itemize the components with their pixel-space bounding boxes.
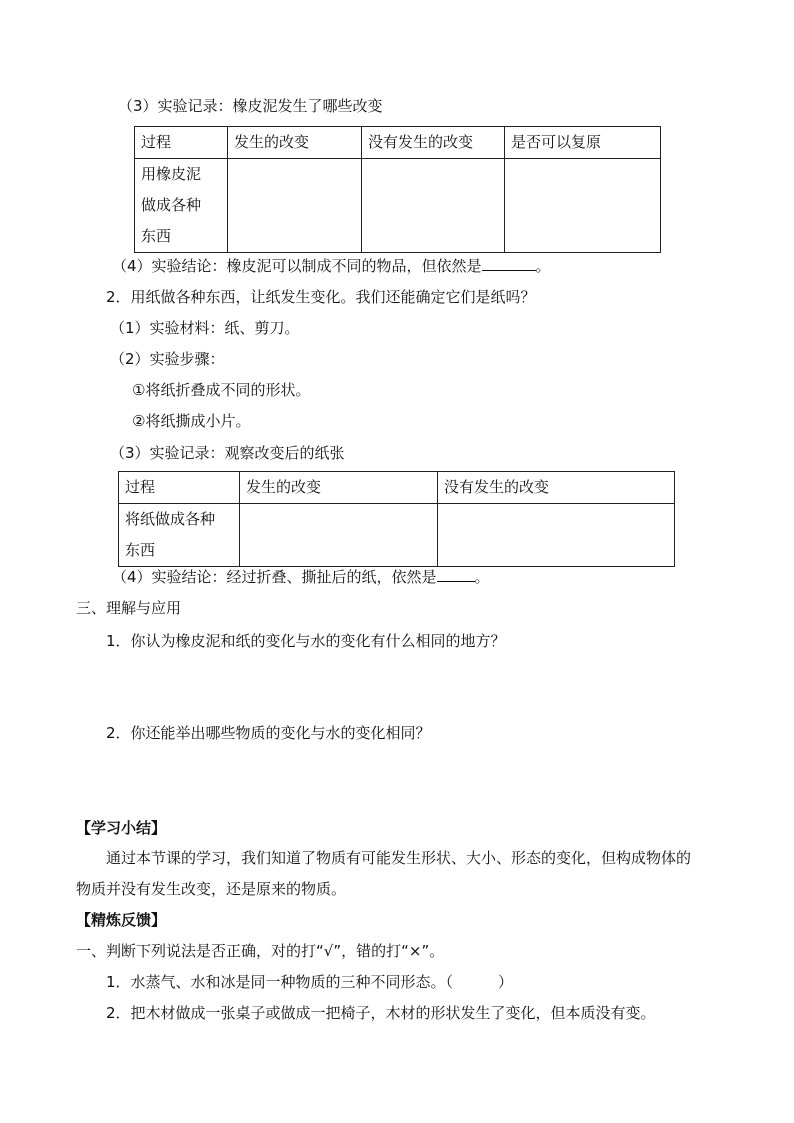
feedback-item-1: 1．水蒸气、水和冰是同一种物质的三种不同形态。（ ）	[106, 973, 514, 991]
section-3-heading: 三、理解与应用	[76, 599, 182, 617]
question-2: 2．用纸做各种东西，让纸发生变化。我们还能确定它们是纸吗？	[106, 288, 536, 306]
conclusion-1-text: （4）实验结论：橡皮泥可以制成不同的物品，但依然是	[112, 257, 482, 275]
table1-cell-changed	[228, 159, 362, 253]
feedback-instruction: 一、判断下列说法是否正确，对的打“√”，错的打“×”。	[76, 942, 445, 960]
conclusion-2: （4）实验结论：经过折叠、撕扯后的纸，依然是 。	[112, 568, 490, 586]
table2-header-process: 过程	[119, 472, 240, 504]
step-2: ②将纸撕成小片。	[132, 412, 251, 430]
table2-header-unchanged: 没有发生的改变	[438, 472, 675, 504]
record-heading-1: （3）实验记录：橡皮泥发生了哪些改变	[118, 97, 383, 115]
summary-line-2: 物质并没有发生改变，还是原来的物质。	[76, 880, 347, 898]
table1-header-unchanged: 没有发生的改变	[362, 127, 505, 159]
answer-blank-2	[437, 567, 475, 582]
table2-cell-changed	[240, 504, 438, 567]
feedback-heading: 【精炼反馈】	[76, 911, 167, 929]
conclusion-1: （4）实验结论：橡皮泥可以制成不同的物品，但依然是 。	[112, 257, 551, 275]
summary-line-1: 通过本节课的学习，我们知道了物质有可能发生形状、大小、形态的变化，但构成物体的	[106, 849, 692, 867]
table1-cell-unchanged	[362, 159, 505, 253]
table1-row-process: 用橡皮泥 做成各种 东西	[135, 159, 228, 253]
table2-header-changed: 发生的改变	[240, 472, 438, 504]
table2-row-process: 将纸做成各种 东西	[119, 504, 240, 567]
table1-header-changed: 发生的改变	[228, 127, 362, 159]
table2-cell-unchanged	[438, 504, 675, 567]
record-table-2	[118, 471, 675, 567]
table1-header-restorable: 是否可以复原	[505, 127, 661, 159]
conclusion-2-text: （4）实验结论：经过折叠、撕扯后的纸，依然是	[112, 568, 437, 586]
table1-cell-restorable	[505, 159, 661, 253]
record-table-1	[134, 126, 661, 253]
summary-heading: 【学习小结】	[76, 819, 167, 837]
materials-2: （1）实验材料：纸、剪刀。	[110, 319, 300, 337]
step-1: ①将纸折叠成不同的形状。	[132, 381, 311, 399]
record-heading-2: （3）实验记录：观察改变后的纸张	[110, 444, 345, 462]
feedback-item-2: 2．把木材做成一张桌子或做成一把椅子，木材的形状发生了变化，但本质没有变。	[106, 1004, 656, 1022]
table1-header-process: 过程	[135, 127, 228, 159]
steps-heading-2: （2）实验步骤：	[110, 350, 225, 368]
section-3-question-2: 2．你还能举出哪些物质的变化与水的变化相同？	[106, 724, 431, 742]
answer-blank-1	[482, 256, 536, 271]
section-3-question-1: 1．你认为橡皮泥和纸的变化与水的变化有什么相同的地方？	[106, 632, 506, 650]
